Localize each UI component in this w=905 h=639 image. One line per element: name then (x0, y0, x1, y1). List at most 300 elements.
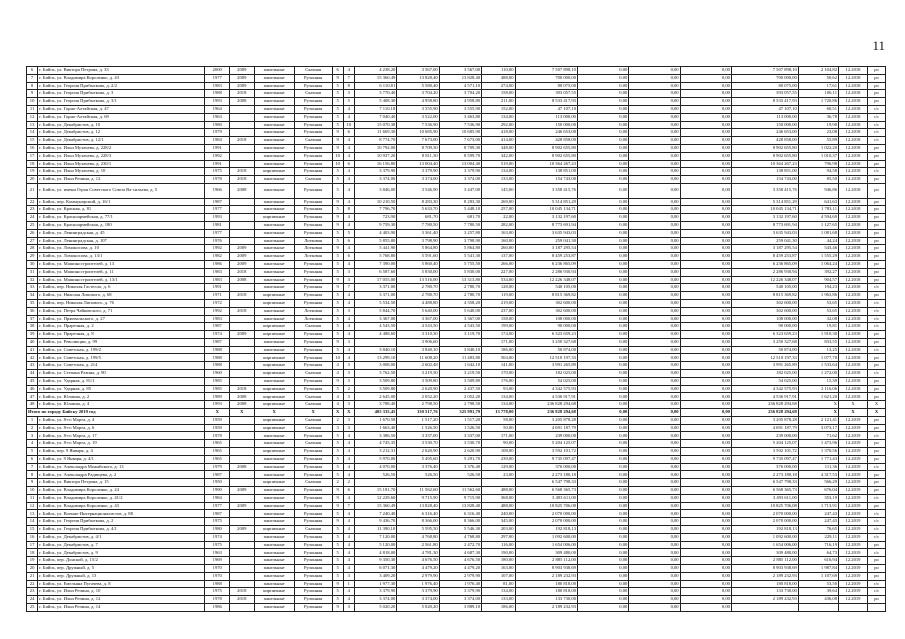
table-cell: 418,00 (482, 129, 515, 137)
table-cell: 259 041,30 (515, 237, 577, 245)
table-cell: Рулонная (294, 98, 332, 106)
table-cell: 616,94 (798, 557, 838, 565)
table-cell: 8 459 253,87 (731, 253, 798, 261)
table-cell: 0,00 (680, 479, 731, 487)
table-cell: 3 (343, 338, 354, 346)
table-cell: 9 (332, 221, 343, 229)
table-cell: 150 000,00 (731, 121, 798, 129)
table-cell: 904,57 (798, 276, 838, 284)
table-cell: 3 374,00 (397, 176, 439, 184)
table-cell: г. Бийск, пер. Дружный, д. 5 (38, 565, 205, 573)
table-cell: 0,00 (629, 448, 680, 456)
table-cell: 145,00 (482, 183, 515, 198)
table-cell: 15 (27, 137, 38, 145)
table-cell: 8 902 655,80 (731, 144, 798, 152)
table-cell: 2 (332, 479, 343, 487)
table-cell: 8 815 369,82 (515, 292, 577, 300)
table-cell: 1960 (205, 370, 230, 378)
table-cell: 2 780,70 (397, 284, 439, 292)
table-cell: ро (868, 245, 886, 253)
table-cell: г. Бийск, ул. Ильи Репина, д. 12 (38, 596, 205, 604)
table-cell: 182 025,00 (731, 370, 798, 378)
table-cell: 3 (343, 424, 354, 432)
table-cell: 12.2018 (839, 260, 868, 268)
table-cell: ро (868, 221, 886, 229)
table-cell: 716,19 (798, 541, 838, 549)
table-cell: ро (868, 237, 886, 245)
table-cell: 0,00 (577, 152, 628, 160)
table-cell: Рулонная (294, 284, 332, 292)
table-cell: 5 (332, 463, 343, 471)
table-cell: 5 (332, 455, 343, 463)
table-cell: 2018 (230, 137, 255, 145)
table-cell: г. Бийск, ул. Декабристов, д. 10 (38, 121, 205, 129)
table-cell: панельные (254, 237, 294, 245)
table-cell: панельные (254, 377, 294, 385)
table-cell: 3 132 197,60 (731, 214, 798, 222)
table-cell: панельные (254, 596, 294, 604)
table-cell: кирпичные (254, 588, 294, 596)
table-cell: 12.2018 (839, 67, 868, 75)
table-cell (230, 214, 255, 222)
table-cell: 12.2018 (839, 253, 868, 261)
table-cell: 3 788,40 (354, 401, 396, 409)
table-cell: 0,00 (577, 137, 628, 145)
table-cell: 5 (332, 105, 343, 113)
table-cell: 5 970,00 (354, 455, 396, 463)
table-cell: Рулонная (294, 603, 332, 611)
table-cell: 1977 (205, 206, 230, 214)
table-cell: 796,98 (798, 160, 838, 168)
table-row (27, 510, 886, 518)
table-cell: 12.2018 (839, 354, 868, 362)
table-cell: 0,00 (577, 323, 628, 331)
table-cell (230, 129, 255, 137)
table-cell: 0,00 (629, 338, 680, 346)
table-cell: 11 562,60 (439, 487, 481, 495)
table-row (27, 276, 886, 284)
table-cell: 25 (27, 603, 38, 611)
table-cell: 1 976,40 (397, 580, 439, 588)
table-cell: 0,00 (680, 557, 731, 565)
table-cell: с/с (868, 533, 886, 541)
table-cell: 12.2019 (839, 463, 868, 471)
table-row (27, 596, 886, 604)
table-cell: 2 645,00 (354, 393, 396, 401)
table-row (27, 448, 886, 456)
table-cell: г. Бийск, ул. 8-го Марта, д. 19 (38, 440, 205, 448)
table-cell: Лотковая (294, 307, 332, 315)
table-cell: 4 342 575,93 (515, 385, 577, 393)
table-cell: панельные (254, 510, 294, 518)
table-cell: 5 441,90 (354, 245, 396, 253)
table-cell: 504,00 (482, 354, 515, 362)
table-cell: 0,00 (629, 424, 680, 432)
table-cell: 12.2018 (839, 229, 868, 237)
table-cell: 2009 (230, 82, 255, 90)
table-cell: 342,00 (482, 152, 515, 160)
table-cell: 0,00 (629, 346, 680, 354)
table-cell: 7 507 898,10 (731, 67, 798, 75)
table-cell: 0,00 (629, 354, 680, 362)
table-cell: 5 864,80 (439, 245, 481, 253)
table-cell: 8 902 655,80 (731, 152, 798, 160)
table-cell: 7 536,90 (439, 121, 481, 129)
table-cell: г. Бийск, ул. Красноармейская, д. 77/1 (38, 214, 205, 222)
table-row (27, 580, 886, 588)
table-cell: 203,00 (482, 526, 515, 534)
table-cell: г. Бийск, ул. Александра Радищева, д. 2 (38, 471, 205, 479)
table-cell: 9 (332, 580, 343, 588)
table-cell: 4 768,80 (439, 533, 481, 541)
table-cell: 5 864,80 (397, 245, 439, 253)
table-cell: панельные (254, 549, 294, 557)
table-cell (230, 541, 255, 549)
table-cell: 4 768,80 (397, 533, 439, 541)
table-cell: 47 107,10 (515, 105, 577, 113)
table-cell: 29 (27, 253, 38, 261)
table-row (27, 137, 886, 145)
table-cell: 0,00 (577, 299, 628, 307)
table-cell: г. Бийск, ул. Революции, д. 99 (38, 338, 205, 346)
table-cell: 12.2019 (839, 487, 868, 495)
table-row (27, 206, 886, 214)
table-cell: 10 825 706,08 (731, 502, 798, 510)
table-cell: 12.2018 (839, 284, 868, 292)
table-cell: 3 371,00 (354, 292, 396, 300)
table-cell: 17 055,00 (354, 276, 396, 284)
table-cell: 199,00 (482, 323, 515, 331)
table-cell: 2008 (230, 98, 255, 106)
table-row (27, 90, 886, 98)
table-cell: г. Бийск, ул. Георгия Прибыткова, д. 3 (38, 90, 205, 98)
table-cell: 6 (343, 160, 354, 168)
table-cell: 1966 (205, 183, 230, 198)
table-cell: 0,00 (680, 82, 731, 90)
table-cell: 0,00 (629, 74, 680, 82)
table-cell: ро (868, 479, 886, 487)
table-cell: 246 653,00 (731, 129, 798, 137)
table-cell: 1984 (205, 494, 230, 502)
table-row (27, 533, 886, 541)
table-cell: 3 889,10 (439, 603, 481, 611)
table-cell: кирпичные (254, 401, 294, 409)
table-cell: ро (868, 354, 886, 362)
table-cell: 0,00 (680, 67, 731, 75)
table-cell: 12.2019 (839, 440, 868, 448)
table-cell: 1 910,30 (798, 331, 838, 339)
table-cell: г. Бийск, ул. Ильи Репина, д. 14 (38, 603, 205, 611)
table-cell: г. Бийск, ул. Праречная, д. 8 (38, 331, 205, 339)
table-cell: 1965 (205, 440, 230, 448)
table-cell: 2 780,70 (439, 292, 481, 300)
table-cell: 297,00 (482, 533, 515, 541)
table-cell: кирпичные (254, 331, 294, 339)
table-cell: 0,00 (629, 565, 680, 573)
table-cell: 5 (332, 588, 343, 596)
table-cell: 0,00 (680, 370, 731, 378)
table-cell: панельные (254, 105, 294, 113)
table-cell: 4 (343, 144, 354, 152)
table-cell: 12.2018 (839, 214, 868, 222)
table-cell: с/с (868, 105, 886, 113)
table-cell: 229,11 (798, 533, 838, 541)
table-cell: 0,00 (680, 409, 731, 417)
table-cell: 5 (332, 565, 343, 573)
table-cell: Рулонная (294, 385, 332, 393)
table-cell: 4 543,50 (439, 323, 481, 331)
table-cell: 12.2019 (839, 494, 868, 502)
table-cell: 12 510 197,33 (515, 354, 577, 362)
table-cell: 5 (332, 168, 343, 176)
table-cell: 37 (27, 315, 38, 323)
table-cell: 12.2019 (839, 416, 868, 424)
table-cell: 9 (332, 494, 343, 502)
table-cell: 3 361,40 (397, 229, 439, 237)
table-cell: кирпичные (254, 424, 294, 432)
table-cell: 39 (27, 331, 38, 339)
table-cell: 2 (343, 385, 354, 393)
table-cell: 5 314 851,29 (515, 198, 577, 206)
table-cell: 5 (332, 331, 343, 339)
table-cell (230, 565, 255, 573)
table-cell: ро (868, 98, 886, 106)
table-cell (731, 603, 798, 611)
table-cell: 19 (27, 168, 38, 176)
table-cell: 6 323 659,23 (731, 331, 798, 339)
table-cell: 8 283,30 (439, 198, 481, 206)
table-cell: 8 366,00 (397, 518, 439, 526)
table-cell: 9 (332, 276, 343, 284)
table-row (27, 502, 886, 510)
table-cell: 5 755,50 (439, 260, 481, 268)
table-cell: 8 811,30 (397, 152, 439, 160)
table-cell: 5 120,00 (354, 541, 396, 549)
table-cell: 10 045 134,71 (731, 206, 798, 214)
table-cell: 7 780,50 (439, 221, 481, 229)
table-cell: 0,00 (577, 67, 628, 75)
table-cell: 12.2018 (839, 377, 868, 385)
table-cell: 0,00 (680, 307, 731, 315)
table-cell: г. Бийск, ул. Советская, д. 199/5 (38, 354, 205, 362)
table-cell: 23 (27, 588, 38, 596)
table-row (27, 487, 886, 495)
table-cell: ро (868, 385, 886, 393)
table-cell: 176,00 (482, 377, 515, 385)
table-cell: 0,00 (629, 268, 680, 276)
table-cell: 134,00 (482, 401, 515, 409)
table-cell: 12.2019 (839, 533, 868, 541)
table-cell: 0,00 (577, 105, 628, 113)
table-cell: г. Бийск, ул. Ильи Репина, д. 10 (38, 588, 205, 596)
table-cell: 0,00 (629, 471, 680, 479)
table-cell: 2 273 180,18 (515, 471, 577, 479)
table-cell: 3 (343, 377, 354, 385)
table-cell: 0,00 (680, 221, 731, 229)
table-cell: 2009 (230, 260, 255, 268)
table-cell (230, 323, 255, 331)
table-cell: 2 620,90 (439, 448, 481, 456)
table-cell: 10 045 134,71 (515, 206, 577, 214)
table-cell: Скатная (294, 401, 332, 409)
table-cell: г. Бийск, ул. Николая Липового, д. 68 (38, 292, 205, 300)
table-cell: 3 374,00 (354, 176, 396, 184)
table-cell: 246 653,00 (515, 129, 577, 137)
table-cell (230, 237, 255, 245)
table-cell: 0,00 (629, 121, 680, 129)
table-cell: г. Бийск, ул. Виктора Петрова, д. 15 (38, 479, 205, 487)
table-cell: 12.2018 (839, 152, 868, 160)
table-cell: 2 620,90 (397, 385, 439, 393)
table-cell: 53,65 (798, 299, 838, 307)
table-cell: Скатная (294, 440, 332, 448)
table-cell: 0,00 (629, 307, 680, 315)
table-cell: Рулонная (294, 510, 332, 518)
table-cell (230, 206, 255, 214)
table-cell: г. Бийск, ул. Ильи Мухачева, д. 228/2 (38, 144, 205, 152)
table-cell: 186,00 (482, 346, 515, 354)
table-cell: 1 963,86 (798, 292, 838, 300)
table-cell: 1 272,00 (798, 370, 838, 378)
table-cell: 2008 (230, 463, 255, 471)
table-cell: X (798, 401, 838, 409)
table-cell: X (343, 409, 354, 417)
table-cell: 1 976,40 (439, 580, 481, 588)
table-cell: 260,00 (482, 245, 515, 253)
table-row (27, 176, 886, 184)
table-cell: 141,00 (482, 362, 515, 370)
table-row (27, 284, 886, 292)
table-cell: панельные (254, 487, 294, 495)
table-cell: 0,00 (577, 541, 628, 549)
table-cell: 0,00 (680, 455, 731, 463)
table-cell: 5 (332, 549, 343, 557)
table-cell: 4 (343, 168, 354, 176)
table-cell: 32 (27, 276, 38, 284)
table-cell: 2018 (230, 588, 255, 596)
table-cell: 0,00 (680, 253, 731, 261)
table-cell: 393 057,55 (515, 90, 577, 98)
table-cell: 4 403,90 (354, 229, 396, 237)
table-cell: 12.2018 (839, 176, 868, 184)
table-cell: 1978 (205, 176, 230, 184)
table-cell: 0,00 (680, 354, 731, 362)
table-cell: 0,00 (577, 198, 628, 206)
table-cell: 39,64 (798, 588, 838, 596)
table-cell: г. Бийск, ул. 8-го Марта, д. 6 (38, 424, 205, 432)
table-cell: 1986 (205, 603, 230, 611)
table-cell: 5 (332, 82, 343, 90)
table-cell: 3 250 327,68 (731, 338, 798, 346)
table-cell: 1970 (205, 565, 230, 573)
table-cell: 2 979,90 (439, 572, 481, 580)
table-cell: 3 376,40 (397, 463, 439, 471)
table-cell: 0,00 (629, 362, 680, 370)
table-cell: панельные (254, 455, 294, 463)
table-cell: 80 075,00 (515, 82, 577, 90)
table-cell: 309 480,00 (731, 549, 798, 557)
table-cell: 282,00 (482, 221, 515, 229)
table-cell (230, 354, 255, 362)
table-cell: 5 (332, 471, 343, 479)
table-cell: 4 (343, 137, 354, 145)
table-cell: 0,00 (629, 221, 680, 229)
table-cell: ро (868, 253, 886, 261)
table-cell: ро (868, 198, 886, 206)
table-cell: 2 437,50 (439, 385, 481, 393)
table-cell: 0,00 (680, 596, 731, 604)
table-cell: 2 798,50 (439, 401, 481, 409)
table-cell: 0,00 (629, 292, 680, 300)
table-cell: 4 687,30 (439, 549, 481, 557)
table-cell: 3 493 611,00 (515, 494, 577, 502)
table-cell: с/с (868, 463, 886, 471)
table-cell: Рулонная (294, 113, 332, 121)
table-cell: г. Бийск, ул. Ленинградская, д. 107 (38, 237, 205, 245)
table-cell: X (205, 409, 230, 417)
table-cell: 1992 (205, 152, 230, 160)
table-cell: 9 (332, 284, 343, 292)
table-cell: 0,00 (577, 572, 628, 580)
table-cell: панельные (254, 268, 294, 276)
table-cell (230, 362, 255, 370)
register-table (26, 66, 886, 612)
table-cell: Рулонная (294, 331, 332, 339)
table-cell: 6 (27, 67, 38, 75)
table-cell: 192 818,13 (515, 526, 577, 534)
table-cell: ро (868, 90, 886, 98)
table-row (27, 541, 886, 549)
table-cell: 13 (27, 510, 38, 518)
table-cell: с/с (868, 168, 886, 176)
table-cell: 3 592 101,72 (731, 448, 798, 456)
table-cell: 9 715,90 (439, 494, 481, 502)
table-cell: 0,00 (680, 90, 731, 98)
table-cell: 5 534,50 (354, 299, 396, 307)
table-cell: 93,00 (482, 385, 515, 393)
table-cell: 405 335,45 (354, 409, 396, 417)
table-cell (868, 603, 886, 611)
table-cell: 3 509,80 (439, 377, 481, 385)
table-cell: 3 132 197,60 (515, 214, 577, 222)
table-cell: 0,00 (577, 284, 628, 292)
table-cell: 4 (343, 245, 354, 253)
table-cell: 236 828 294,68 (515, 401, 577, 409)
table-cell: 7 (27, 463, 38, 471)
table-cell: 128,00 (482, 284, 515, 292)
table-cell (354, 479, 396, 487)
table-cell: 3 555,90 (397, 105, 439, 113)
table-cell: 1987 (205, 510, 230, 518)
table-cell: 4 818,00 (354, 549, 396, 557)
table-cell: ро (868, 416, 886, 424)
table-cell: панельные (254, 518, 294, 526)
table-cell: 12 226 348,07 (515, 276, 577, 284)
table-cell: 1978 (205, 596, 230, 604)
table-cell: 1 771,43 (798, 455, 838, 463)
table-cell: 25 (27, 221, 38, 229)
table-cell: 3 (343, 416, 354, 424)
table-cell: 0,00 (629, 432, 680, 440)
table-cell: 5 (332, 307, 343, 315)
table-cell: кирпичные (254, 299, 294, 307)
table-cell: панельные (254, 463, 294, 471)
table-cell: 1983 (205, 276, 230, 284)
table-cell: 138 851,00 (731, 168, 798, 176)
table-cell: 2 885 112,00 (515, 557, 577, 565)
table-cell: 4 691 187,79 (731, 424, 798, 432)
table-cell: 20 (27, 176, 38, 184)
